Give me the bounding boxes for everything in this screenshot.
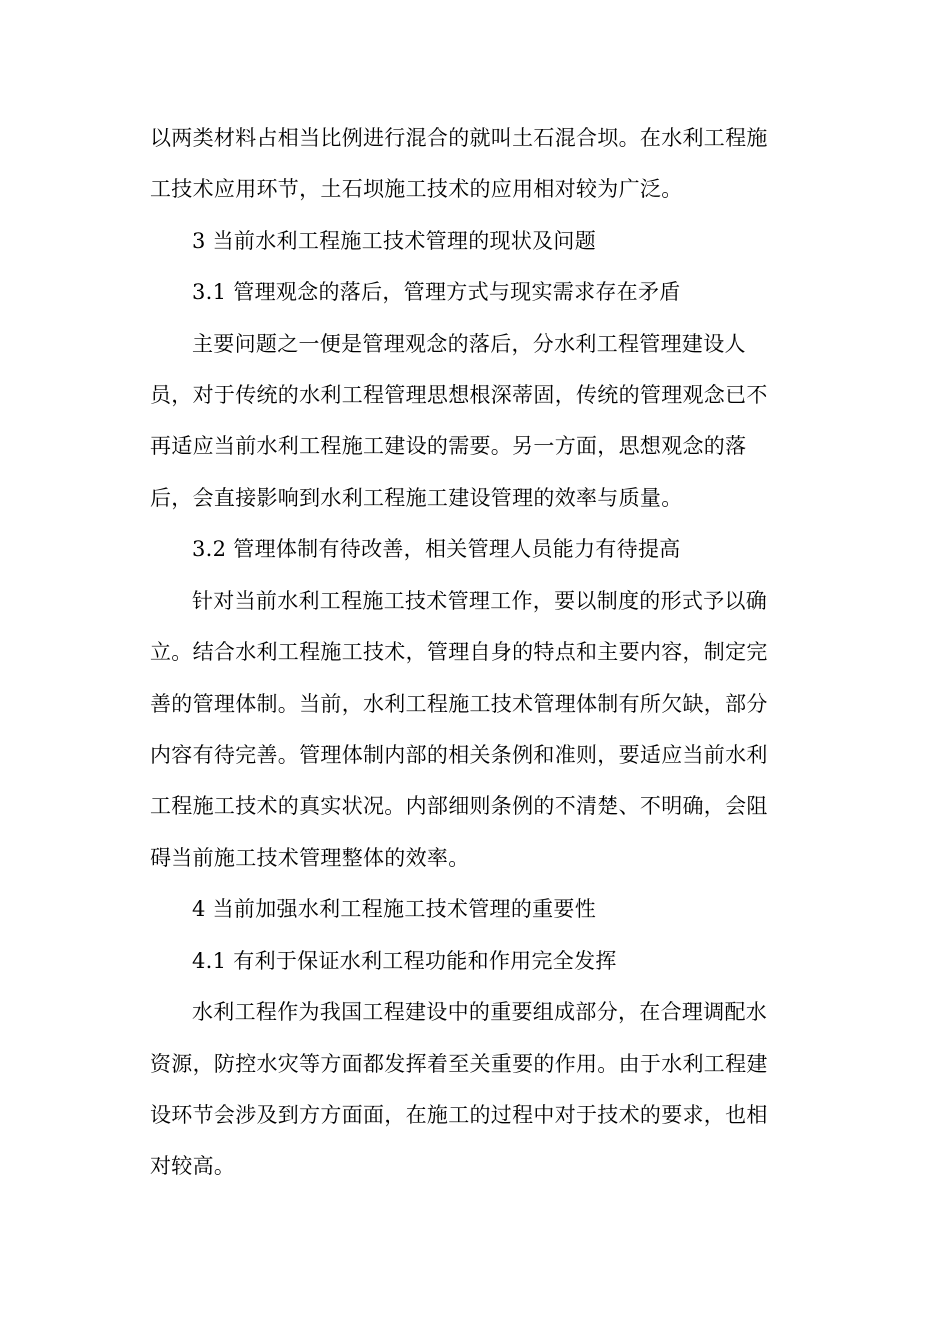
paragraph-line: 内容有待完善。管理体制内部的相关条例和准则，要适应当前水利 <box>150 743 768 767</box>
paragraph-line: 善的管理体制。当前，水利工程施工技术管理体制有所欠缺，部分 <box>150 692 768 716</box>
paragraph-line: 立。结合水利工程施工技术，管理自身的特点和主要内容，制定完 <box>150 640 768 664</box>
subsection-heading: 3.1 管理观念的落后，管理方式与现实需求存在矛盾 <box>192 280 681 304</box>
paragraph-line: 水利工程作为我国工程建设中的重要组成部分，在合理调配水 <box>192 1000 768 1024</box>
paragraph-line: 再适应当前水利工程施工建设的需要。另一方面，思想观念的落 <box>150 434 747 458</box>
paragraph-line: 碍当前施工技术管理整体的效率。 <box>150 846 470 870</box>
paragraph-line: 设环节会涉及到方方面面，在施工的过程中对于技术的要求，也相 <box>150 1103 768 1127</box>
paragraph-line: 针对当前水利工程施工技术管理工作，要以制度的形式予以确 <box>192 589 768 613</box>
paragraph-line: 工程施工技术的真实状况。内部细则条例的不清楚、不明确，会阻 <box>150 794 768 818</box>
paragraph-line: 对较高。 <box>150 1154 236 1178</box>
paragraph-line: 工技术应用环节，土石坝施工技术的应用相对较为广泛。 <box>150 177 683 201</box>
paragraph-line: 员，对于传统的水利工程管理思想根深蒂固，传统的管理观念已不 <box>150 383 768 407</box>
paragraph-line: 主要问题之一便是管理观念的落后，分水利工程管理建设人 <box>192 332 746 356</box>
paragraph-line: 资源，防控水灾等方面都发挥着至关重要的作用。由于水利工程建 <box>150 1052 768 1076</box>
subsection-heading: 3.2 管理体制有待改善，相关管理人员能力有待提高 <box>192 537 681 561</box>
section-heading: 4 当前加强水利工程施工技术管理的重要性 <box>192 897 597 921</box>
paragraph-line: 以两类材料占相当比例进行混合的就叫土石混合坝。在水利工程施 <box>150 126 768 150</box>
paragraph-line: 后，会直接影响到水利工程施工建设管理的效率与质量。 <box>150 486 683 510</box>
section-heading: 3 当前水利工程施工技术管理的现状及问题 <box>192 229 597 253</box>
subsection-heading: 4.1 有利于保证水利工程功能和作用完全发挥 <box>192 949 617 973</box>
